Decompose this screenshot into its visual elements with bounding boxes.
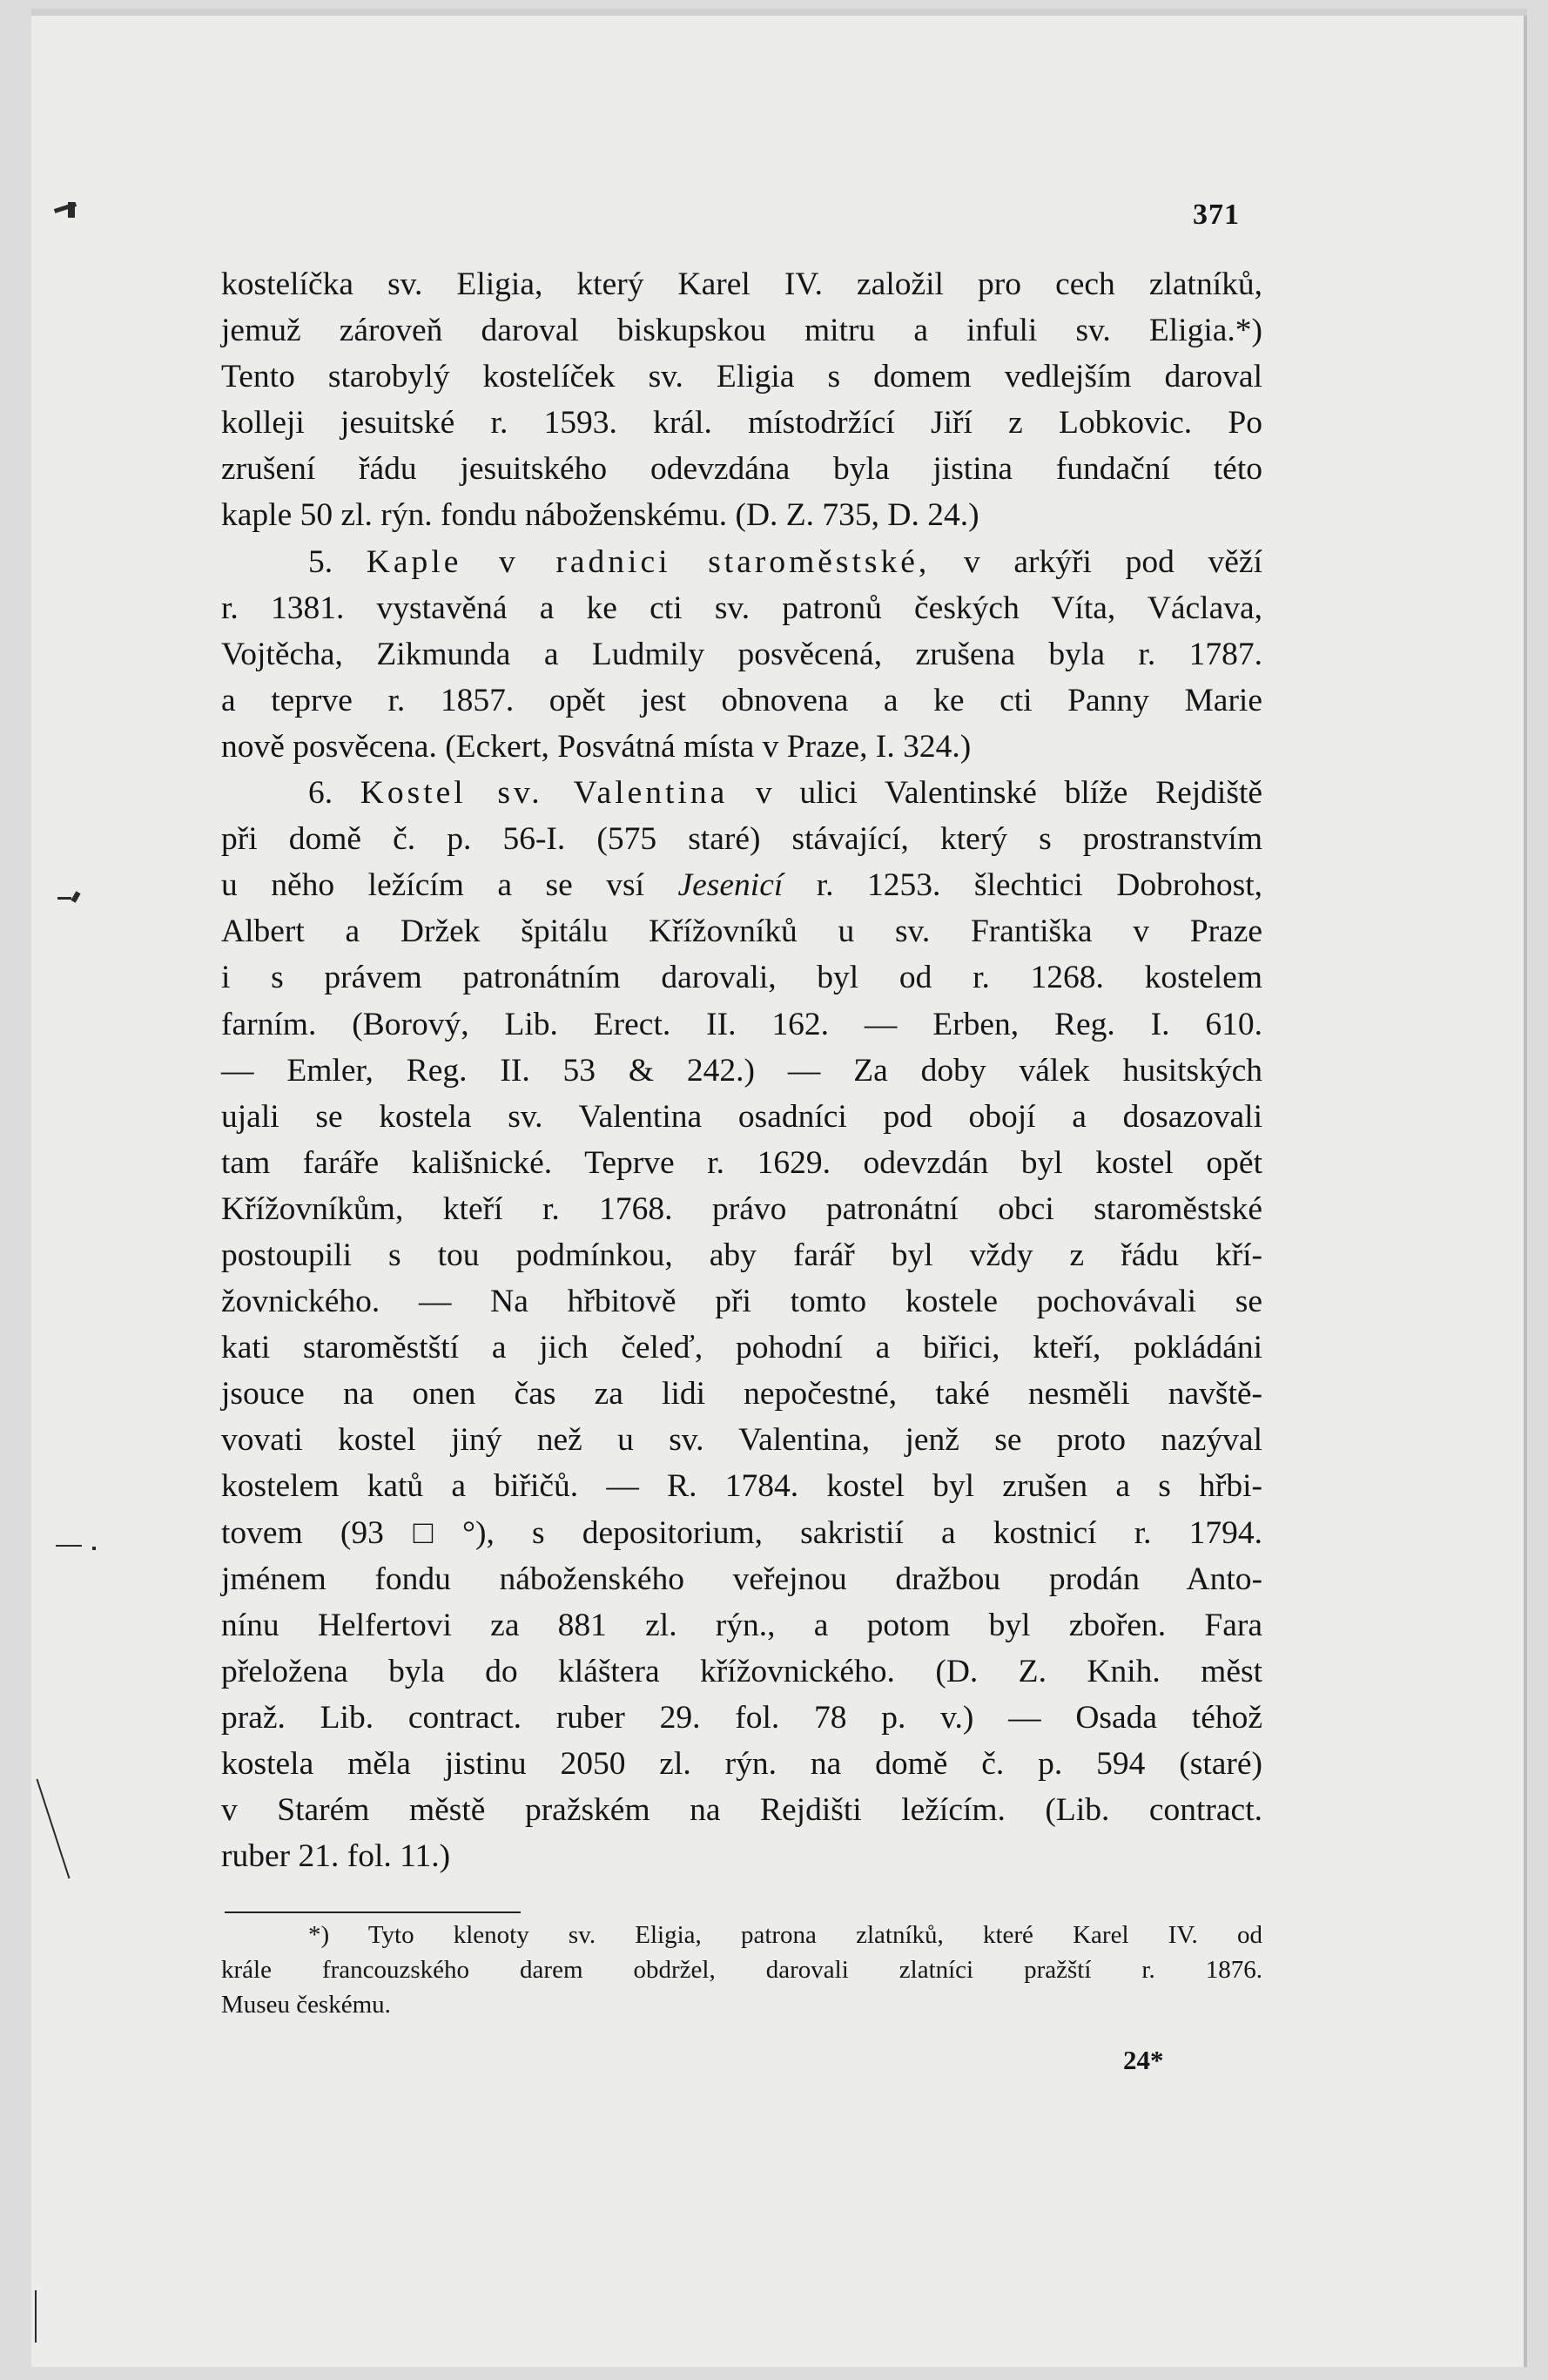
footnote-line: *) Tyto klenoty sv. Eligia, patrona zlatníků, které Karel IV. od: [308, 1921, 1262, 1949]
signature-mark: 24*: [1123, 2045, 1164, 2075]
margin-mark: [92, 1547, 96, 1550]
text-line: zrušení řádu jesuitského odevzdána byla jistina fundační této: [221, 451, 1262, 488]
text-line: jsouce na onen čas za lidi nepočestné, také nesměli navště-: [221, 1376, 1262, 1412]
body-text: [221, 261, 1262, 1879]
text-line: kostelíčka sv. Eligia, který Karel IV. založil pro cech zlatníků,: [221, 266, 1262, 302]
text-segment: u něho ležícím a se vsí: [221, 867, 645, 904]
text-line: Tento starobylý kostelíček sv. Eligia s domem vedlejším daroval: [221, 359, 1262, 395]
item-number: 5.: [308, 543, 333, 580]
text-segment: r. 1253. šlechtici Dobrohost,: [816, 867, 1263, 904]
text-line: farním. (Borový, Lib. Erect. II. 162. — Erben, Reg. I. 610.: [221, 1006, 1262, 1042]
text-line: tovem (93□°), s depositorium, sakristií a kostnicí r. 1794.: [221, 1514, 1262, 1551]
section-heading: Kaple v radnici staroměstské,: [366, 543, 931, 580]
text-line: r. 1381. vystavěná a ke cti sv. patronů českých Víta, Václava,: [221, 590, 1262, 626]
text-line: při domě č. p. 56-I. (575 staré) stávající, který s prostranstvím: [221, 821, 1262, 858]
item-number: 6.: [308, 775, 333, 812]
footnote-line: krále francouzského darem obdržel, darovali zlatníci pražští r. 1876.: [221, 1956, 1262, 1984]
text-line: nově posvěcena. (Eckert, Posvátná místa v Praze, I. 324.): [221, 728, 972, 765]
text-line: ujali se kostela sv. Valentina osadníci pod obojí a dosazovali: [221, 1098, 1262, 1135]
margin-mark: [57, 897, 71, 900]
margin-mark: [68, 202, 75, 218]
text-line: v Starém městě pražském na Rejdišti ležícím. (Lib. contract.: [221, 1792, 1262, 1829]
text-line: vovati kostel jiný než u sv. Valentina, jenž se proto nazýval: [221, 1422, 1262, 1459]
text-line: Vojtěcha, Zikmunda a Ludmily posvěcená, zrušena byla r. 1787.: [221, 636, 1262, 672]
paragraph-heading-line: [221, 770, 1262, 816]
footnote: [221, 1918, 1262, 2022]
heading-rest: v ulici Valentinské blíže Rejdiště: [755, 775, 1263, 812]
text-line: jménem fondu náboženského veřejnou dražbou prodán Anto-: [221, 1561, 1262, 1597]
text-line: nínu Helfertovi za 881 zl. rýn., a potom byl zbořen. Fara: [221, 1607, 1262, 1643]
text-line: a teprve r. 1857. opět jest obnovena a ke cti Panny Marie: [221, 682, 1262, 718]
text-line: tam faráře kališnické. Teprve r. 1629. odevzdán byl kostel opět: [221, 1144, 1262, 1181]
margin-mark: [56, 1545, 82, 1547]
text-line: i s právem patronátním darovali, byl od r. 1268. kostelem: [221, 960, 1262, 996]
place-name-italic: Jesenicí: [677, 867, 784, 904]
margin-mark: [35, 2290, 37, 2343]
page-number: 371: [1193, 199, 1240, 231]
footnote-line: Museu českému.: [221, 1991, 391, 2019]
text-line: kostelem katů a biřičů. — R. 1784. kostel byl zrušen a s hřbi-: [221, 1468, 1262, 1505]
text-line: přeložena byla do kláštera křížovnického. (D. Z. Knih. měst: [221, 1653, 1262, 1689]
text-line: žovnického. — Na hřbitově při tomto kostele pochovávali se: [221, 1284, 1262, 1320]
text-line: Křížovníkům, kteří r. 1768. právo patronátní obci staroměstské: [221, 1190, 1262, 1227]
heading-rest: v arkýři pod věží: [963, 543, 1262, 580]
text-line: [221, 862, 1262, 908]
text-line: Albert a Držek špitálu Křížovníků u sv. Františka v Praze: [221, 914, 1262, 950]
text-line: ruber 21. fol. 11.): [221, 1838, 451, 1875]
paragraph-heading-line: [221, 539, 1262, 585]
section-heading: Kostel sv. Valentina: [360, 775, 729, 812]
text-line: kaple 50 zl. rýn. fondu náboženskému. (D. Z. 735, D. 24.): [221, 497, 979, 534]
text-line: kati staroměstští a jich čeleď, pohodní a biřici, kteří, pokládáni: [221, 1330, 1262, 1366]
footnote-divider: [225, 1911, 521, 1913]
text-line: jemuž zároveň daroval biskupskou mitru a infuli sv. Eligia.*): [221, 313, 1262, 349]
text-line: praž. Lib. contract. ruber 29. fol. 78 p. v.) — Osada téhož: [221, 1699, 1262, 1736]
text-line: — Emler, Reg. II. 53 & 242.) — Za doby válek husitských: [221, 1052, 1262, 1089]
text-line: kolleji jesuitské r. 1593. král. místodržící Jiří z Lobkovic. Po: [221, 405, 1262, 442]
text-line: kostela měla jistinu 2050 zl. rýn. na domě č. p. 594 (staré): [221, 1746, 1262, 1782]
text-line: postoupili s tou podmínkou, aby farář byl vždy z řádu kří-: [221, 1237, 1262, 1273]
